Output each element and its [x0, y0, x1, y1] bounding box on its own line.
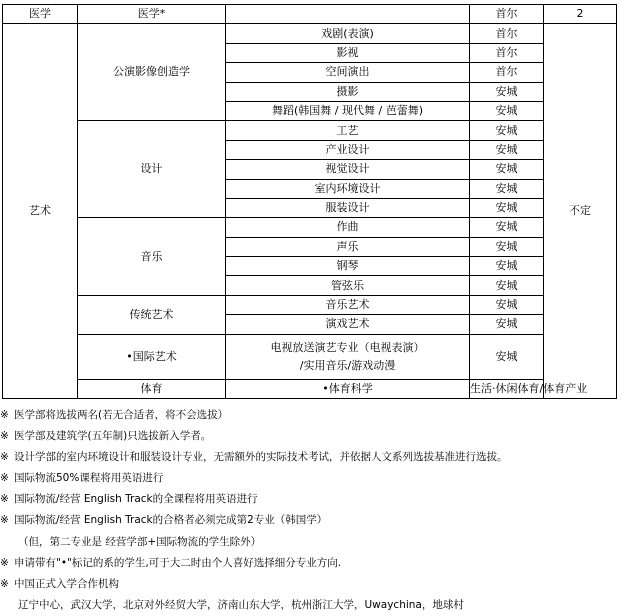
campus-cell: 安城 — [470, 121, 544, 140]
department-cell: 传统艺术 — [78, 295, 226, 334]
department-cell: 音乐 — [78, 218, 226, 296]
table-row — [3, 218, 617, 237]
campus-cell: 安城 — [470, 257, 544, 276]
note-mark: ※ — [0, 514, 9, 527]
campus-cell: 安城 — [470, 315, 544, 334]
major-cell: 服装设计 — [226, 198, 470, 217]
table-row — [3, 295, 617, 314]
campus-cell: 首尔 — [470, 24, 544, 43]
note-mark: ※ — [0, 430, 9, 443]
campus-cell: 安城 — [470, 334, 544, 379]
note-line — [0, 447, 625, 468]
campus-cell: 安城 — [470, 82, 544, 101]
note-mark: ※ — [0, 577, 9, 590]
campus-cell: 安城 — [470, 237, 544, 256]
department-cell: 医学* — [78, 5, 226, 24]
major-cell: 舞蹈(韩国舞 / 现代舞 / 芭蕾舞) — [226, 101, 470, 120]
department-cell: •国际艺术 — [78, 334, 226, 379]
campus-cell: 安城 — [470, 218, 544, 237]
major-cell: 管弦乐 — [226, 276, 470, 295]
department-cell: •体育科学 — [226, 379, 470, 398]
major-cell: 演戏艺术 — [226, 315, 470, 334]
note-mark: ※ — [0, 472, 9, 485]
note-line — [0, 489, 625, 510]
major-line: /实用音乐/游戏动漫 — [299, 358, 396, 372]
table-row — [3, 334, 617, 379]
campus-cell: 安城 — [470, 295, 544, 314]
note-line — [0, 532, 625, 553]
notes-section — [0, 405, 625, 616]
note-text: 医学部将选拔两名(若无合适者，将不会选拔） — [14, 409, 229, 421]
campus-cell: 安城 — [470, 140, 544, 159]
major-cell: 空间演出 — [226, 63, 470, 82]
campus-cell: 安城 — [470, 101, 544, 120]
note-text: （但，第二专业是 经营学部+国际物流的学生除外） — [18, 535, 262, 548]
major-cell: 作曲 — [226, 218, 470, 237]
major-cell: 工艺 — [226, 121, 470, 140]
major-cell — [226, 5, 470, 24]
note-line — [0, 468, 625, 489]
note-mark: ※ — [0, 556, 9, 569]
note-text: 设计学部的室内环境设计和服装设计专业，无需额外的实际技术考试，并依据人文系列选拔基准进行选拔。 — [14, 451, 508, 464]
department-cell: 公演影像创造学 — [78, 24, 226, 121]
note-text: 国际物流/经营 English Track的全课程将用英语进行 — [14, 493, 258, 506]
campus-cell: 首尔 — [470, 63, 544, 82]
major-cell: 钢琴 — [226, 257, 470, 276]
quota-cell-undefined: 不定 — [544, 24, 617, 399]
note-line — [0, 553, 625, 574]
note-line — [0, 426, 625, 447]
major-cell: 摄影 — [226, 82, 470, 101]
note-line — [0, 574, 625, 595]
admissions-table — [2, 4, 617, 399]
campus-cell: 安城 — [470, 198, 544, 217]
note-text: 辽宁中心，武汉大学，北京对外经贸大学，济南山东大学，杭州浙江大学，Uwaychina，地球村 — [18, 598, 464, 611]
campus-cell: 首尔 — [470, 43, 544, 62]
department-cell: 设计 — [78, 121, 226, 218]
major-cell: 室内环境设计 — [226, 179, 470, 198]
table-row — [3, 24, 617, 43]
note-text: 申请带有"•"标记的系的学生,可于大二时由个人喜好选择细分专业方向. — [14, 556, 342, 569]
note-text: 医学部及建筑学(五年制)只选拔新入学者。 — [14, 430, 212, 443]
campus-cell: 首尔 — [470, 5, 544, 24]
note-line — [0, 510, 625, 531]
major-cell: 音乐艺术 — [226, 295, 470, 314]
college-cell: 医学 — [3, 5, 78, 24]
note-text: 国际物流/经营 English Track的合格者必须完成第2专业（韩国学） — [14, 514, 328, 527]
major-cell: 视觉设计 — [226, 160, 470, 179]
major-cell: 戏剧(表演) — [226, 24, 470, 43]
major-cell: 影视 — [226, 43, 470, 62]
major-cell: 声乐 — [226, 237, 470, 256]
campus-cell: 安城 — [470, 179, 544, 198]
table-row — [3, 5, 617, 24]
note-mark: ※ — [0, 451, 9, 464]
college-cell: 体育 — [78, 379, 226, 398]
note-mark: ※ — [0, 409, 9, 421]
major-cell: 产业设计 — [226, 140, 470, 159]
campus-cell: 安城 — [470, 160, 544, 179]
note-text: 中国正式入学合作机构 — [14, 577, 119, 590]
note-text: 国际物流50%课程将用英语进行 — [14, 472, 164, 485]
note-line — [0, 405, 625, 426]
note-mark: ※ — [0, 493, 9, 506]
major-cell: 生活·休闲体育/体育产业 — [470, 379, 544, 398]
campus-cell: 安城 — [470, 276, 544, 295]
major-cell — [226, 334, 470, 379]
college-cell-arts: 艺术 — [3, 24, 78, 399]
note-line — [0, 595, 625, 616]
table-row — [3, 121, 617, 140]
table-row — [3, 379, 617, 398]
quota-cell: 2 — [544, 5, 617, 24]
major-line: 电视放送演艺专业（电视表演） — [270, 340, 425, 354]
